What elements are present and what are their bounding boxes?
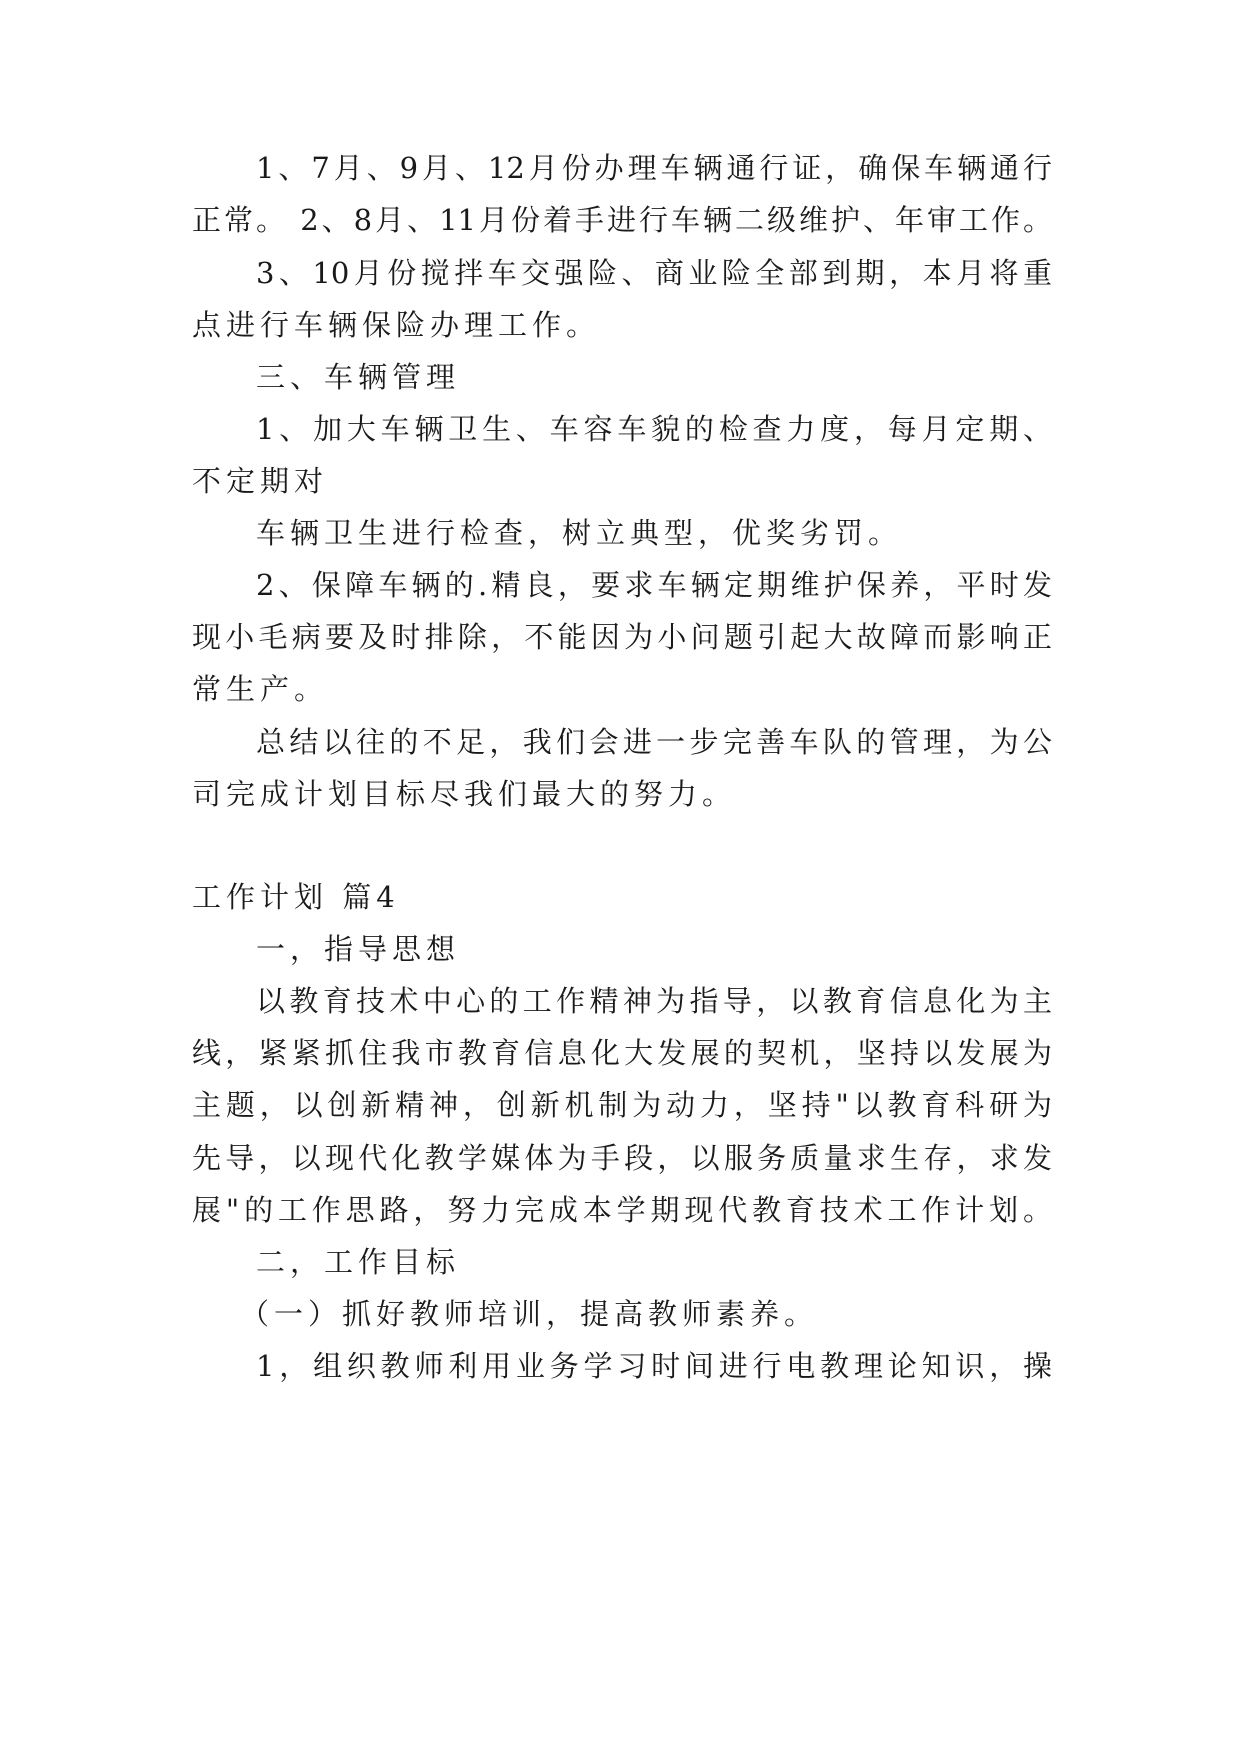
paragraph-line xyxy=(192,669,1052,709)
paragraph-line xyxy=(192,1085,1052,1125)
line-text: 主题，以创新精神，创新机制为动力，坚持"以教育科研为 xyxy=(192,1088,1052,1122)
paragraph-line xyxy=(256,409,1052,449)
line-text: 以教育技术中心的工作精神为指导，以教育信息化为主 xyxy=(256,984,1052,1018)
line-text: 先导，以现代化教学媒体为手段，以服务质量求生存，求发 xyxy=(192,1141,1052,1175)
heading-text: 二，工作目标 xyxy=(256,1245,461,1279)
line-text: 不定期对 xyxy=(192,464,329,498)
paragraph-line xyxy=(192,461,1052,501)
paragraph-line xyxy=(192,305,1052,345)
title-text: 工作计划 篇4 xyxy=(192,880,400,914)
line-text: 1、7月、9月、12月份办理车辆通行证，确保车辆通行 xyxy=(256,151,1052,185)
line-text: 3、10月份搅拌车交强险、商业险全部到期，本月将重 xyxy=(256,256,1052,290)
line-text: 1、加大车辆卫生、车容车貌的检查力度，每月定期、 xyxy=(256,412,1052,446)
paragraph-line xyxy=(192,1138,1052,1178)
line-text: 车辆卫生进行检查，树立典型，优奖劣罚。 xyxy=(256,516,903,550)
line-text: 2、保障车辆的.精良，要求车辆定期维护保养，平时发 xyxy=(256,568,1052,602)
line-text: 司完成计划目标尽我们最大的努力。 xyxy=(192,777,737,811)
line-text: 1，组织教师利用业务学习时间进行电教理论知识，操 xyxy=(256,1349,1052,1383)
section-heading xyxy=(256,929,1052,969)
subsection-heading xyxy=(240,1294,1052,1334)
paragraph-line xyxy=(256,148,1052,188)
paragraph-line xyxy=(256,513,1052,553)
paragraph-line xyxy=(192,1190,1052,1230)
line-text: 展"的工作思路，努力完成本学期现代教育技术工作计划。 xyxy=(192,1193,1052,1227)
heading-text: （一）抓好教师培训，提高教师素养。 xyxy=(240,1297,819,1331)
line-text: 点进行车辆保险办理工作。 xyxy=(192,308,601,342)
line-text: 总结以往的不足，我们会进一步完善车队的管理，为公 xyxy=(256,725,1052,759)
section-heading xyxy=(256,357,1052,397)
paragraph-line xyxy=(256,722,1052,762)
section-heading xyxy=(256,1242,1052,1282)
line-text: 现小毛病要及时排除，不能因为小问题引起大故障而影响正 xyxy=(192,620,1052,654)
line-text: 常生产。 xyxy=(192,672,329,706)
line-text: 正常。 2、8月、11月份着手进行车辆二级维护、年审工作。 xyxy=(192,203,1052,237)
document-title xyxy=(192,877,1052,917)
paragraph-line xyxy=(256,1346,1052,1386)
paragraph-line xyxy=(256,565,1052,605)
paragraph-line xyxy=(192,617,1052,657)
paragraph-line xyxy=(192,1033,1052,1073)
paragraph-line xyxy=(256,981,1052,1021)
line-text: 线，紧紧抓住我市教育信息化大发展的契机，坚持以发展为 xyxy=(192,1036,1052,1070)
paragraph-line xyxy=(192,200,1052,240)
paragraph-line xyxy=(256,253,1052,293)
paragraph-line xyxy=(192,774,1052,814)
heading-text: 三、车辆管理 xyxy=(256,360,461,394)
heading-text: 一，指导思想 xyxy=(256,932,461,966)
